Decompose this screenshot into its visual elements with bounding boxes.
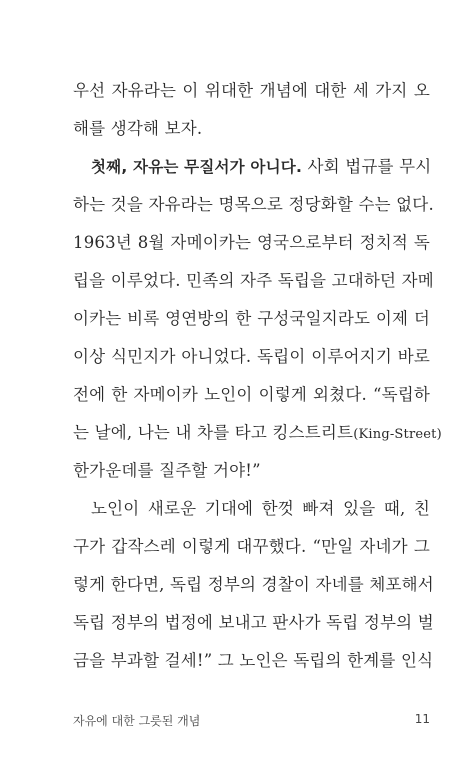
body-line-5: 1963년 8월 자메이카는 영국으로부터 정치적 독 <box>73 233 430 252</box>
body-line-12: 노인이 새로운 기대에 한껏 빠져 있을 때, 친 <box>91 499 430 518</box>
body-line-8: 이상 식민지가 아니었다. 독립이 이루어지기 바로 <box>73 347 430 366</box>
body-line-10 <box>73 421 442 447</box>
king-street-line-text: 는 날에, 나는 내 차를 타고 킹스트리트 <box>73 423 354 442</box>
first-point-heading: 첫째, 자유는 무질서가 아니다. <box>91 158 303 176</box>
body-line-13: 구가 갑작스레 이렇게 대꾸했다. “만일 자네가 그 <box>73 537 430 556</box>
body-line-4: 하는 것을 자유라는 명목으로 정당화할 수는 없다. <box>73 195 434 214</box>
body-line-2: 해를 생각해 보자. <box>73 119 203 138</box>
first-point-rest: 사회 법규를 무시 <box>302 157 432 176</box>
king-street-english: (King-Street) <box>353 427 442 442</box>
body-line-16: 금을 부과할 걸세!” 그 노인은 독립의 한계를 인식 <box>73 651 434 670</box>
body-line-15: 독립 정부의 법정에 보내고 판사가 독립 정부의 벌 <box>73 613 434 632</box>
page-number: 11 <box>414 712 430 726</box>
body-line-1: 우선 자유라는 이 위대한 개념에 대한 세 가지 오 <box>73 81 430 100</box>
body-line-7: 이카는 비록 영연방의 한 구성국일지라도 이제 더 <box>73 309 430 328</box>
body-line-9: 전에 한 자메이카 노인이 이렇게 외쳤다. “독립하 <box>73 385 430 404</box>
body-line-11: 한가운데를 질주할 거야!” <box>73 461 261 480</box>
body-line-6: 립을 이루었다. 민족의 자주 독립을 고대하던 자메 <box>73 271 434 290</box>
body-line-14: 렇게 한다면, 독립 정부의 경찰이 자네를 체포해서 <box>73 575 434 594</box>
body-line-3 <box>91 155 430 179</box>
running-footer-title: 자유에 대한 그릇된 개념 <box>73 714 201 728</box>
